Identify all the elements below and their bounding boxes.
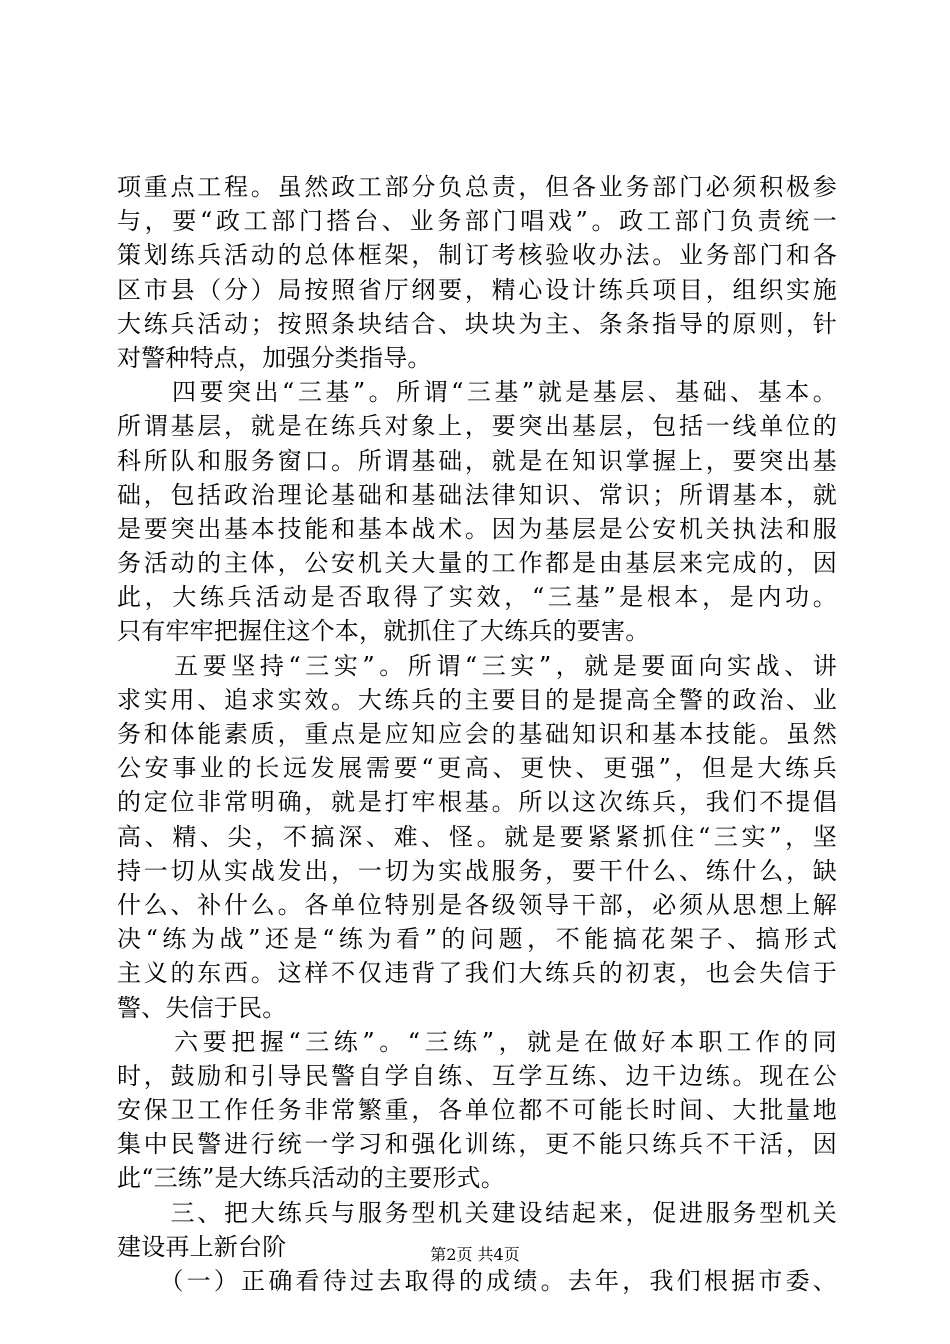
text-line: 建设再上新台阶 — [117, 1232, 287, 1261]
text-line: 区市县（分）局按照省厅纲要，精心设计练兵项目，组织实施 — [117, 275, 837, 304]
text-line: 策划练兵活动的总体框架，制订考核验收办法。业务部门和各 — [117, 241, 837, 270]
text-line: 安保卫工作任务非常繁重，各单位都不可能长时间、大批量地 — [117, 1096, 837, 1125]
text-line: 只有牢牢把握住这个本，就抓住了大练兵的要害。 — [117, 617, 650, 646]
text-line: 决“练为战”还是“练为看”的问题，不能搞花架子、搞形式 — [117, 925, 837, 954]
text-line: 此“三练”是大练兵活动的主要形式。 — [117, 1164, 505, 1193]
text-line: 大练兵活动；按照条块结合、块块为主、条条指导的原则，针 — [117, 309, 837, 338]
page-footer: 第2页 共4页 — [430, 1245, 520, 1264]
text-line: 主义的东西。这样不仅违背了我们大练兵的初衷，也会失信于 — [117, 959, 837, 988]
text-line: 四要突出“三基”。所谓“三基”就是基层、基础、基本。 — [117, 378, 837, 407]
text-line: 三、把大练兵与服务型机关建设结起来，促进服务型机关 — [117, 1198, 837, 1227]
text-line: 务和体能素质，重点是应知应会的基础知识和基本技能。虽然 — [117, 720, 837, 748]
text-line: 务活动的主体，公安机关大量的工作都是由基层来完成的，因 — [117, 549, 837, 578]
text-line: 所谓基层，就是在练兵对象上，要突出基层，包括一线单位的 — [117, 412, 837, 441]
text-line: 的定位非常明确，就是打牢根基。所以这次练兵，我们不提倡 — [117, 788, 837, 817]
text-line: 对警种特点，加强分类指导。 — [117, 343, 432, 372]
text-line: 持一切从实战发出，一切为实战服务，要干什么、练什么，缺 — [117, 856, 837, 885]
text-line: 六要把握“三练”。“三练”，就是在做好本职工作的同 — [117, 1027, 837, 1056]
document-body — [117, 170, 837, 1298]
text-line: 高、精、尖，不搞深、难、怪。就是要紧紧抓住“三实”，坚 — [117, 822, 837, 851]
text-line: 求实用、追求实效。大练兵的主要目的是提高全警的政治、业 — [117, 685, 837, 714]
text-line: 五要坚持“三实”。所谓“三实”，就是要面向实战、讲 — [117, 651, 837, 680]
text-line: 公安事业的长远发展需要“更高、更快、更强”，但是大练兵 — [117, 754, 837, 783]
text-line: 此，大练兵活动是否取得了实效，“三基”是根本，是内功。 — [117, 583, 837, 612]
text-line: 础，包括政治理论基础和基础法律知识、常识；所谓基本，就 — [117, 480, 837, 509]
text-line: 什么、补什么。各单位特别是各级领导干部，必须从思想上解 — [117, 890, 837, 919]
text-line: 集中民警进行统一学习和强化训练，更不能只练兵不干活，因 — [117, 1130, 837, 1159]
text-line: （一）正确看待过去取得的成绩。去年，我们根据市委、 — [117, 1267, 837, 1295]
text-line: 与，要“政工部门搭台、业务部门唱戏”。政工部门负责统一 — [117, 207, 837, 236]
text-line: 是要突出基本技能和基本战术。因为基层是公安机关执法和服 — [117, 514, 837, 543]
text-line: 时，鼓励和引导民警自学自练、互学互练、边干边练。现在公 — [117, 1061, 837, 1090]
text-line: 项重点工程。虽然政工部分负总责，但各业务部门必须积极参 — [117, 173, 837, 201]
text-line: 警、失信于民。 — [117, 993, 287, 1022]
text-line: 科所队和服务窗口。所谓基础，就是在知识掌握上，要突出基 — [117, 446, 837, 475]
